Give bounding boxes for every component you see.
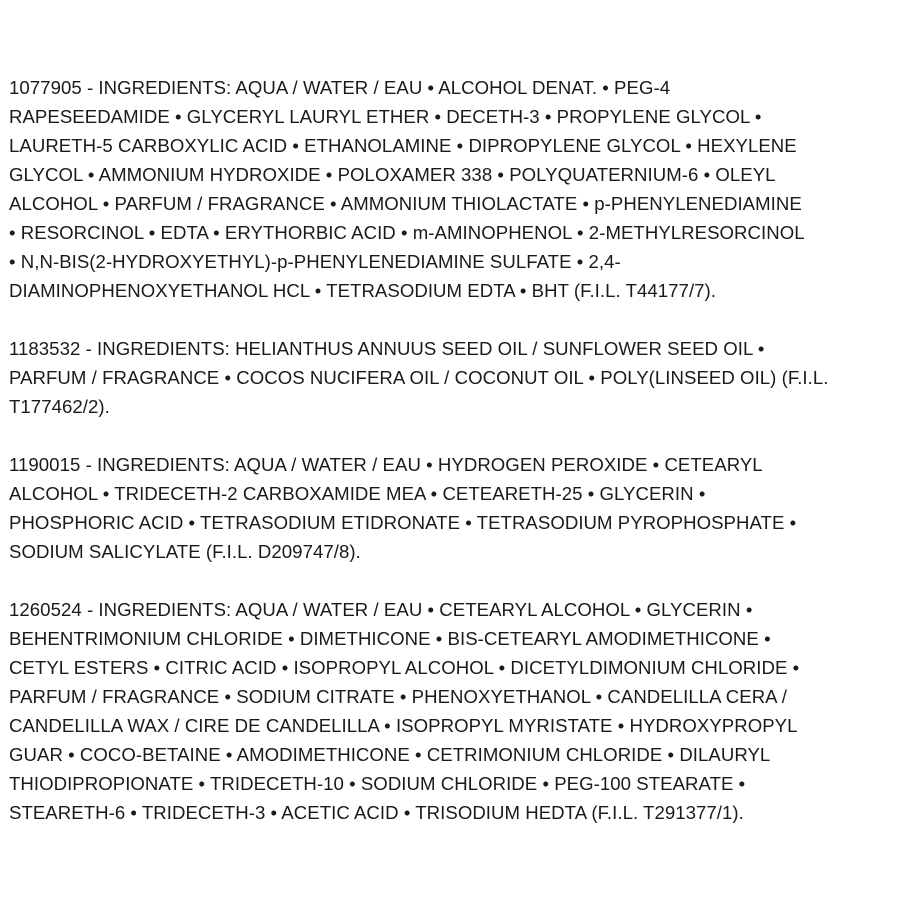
- ingredient-line: 1077905 - INGREDIENTS: AQUA / WATER / EAU • ALCOHOL DENAT. • PEG-4: [9, 77, 671, 98]
- ingredient-line: DIAMINOPHENOXYETHANOL HCL • TETRASODIUM EDTA • BHT (F.I.L. T44177/7).: [9, 280, 717, 301]
- ingredient-line: • N,N-BIS(2-HYDROXYETHYL)-p-PHENYLENEDIAMINE SULFATE • 2,4-: [9, 251, 621, 272]
- ingredient-line: CANDELILLA WAX / CIRE DE CANDELILLA • ISOPROPYL MYRISTATE • HYDROXYPROPYL: [9, 715, 798, 736]
- ingredient-line: PHOSPHORIC ACID • TETRASODIUM ETIDRONATE • TETRASODIUM PYROPHOSPHATE •: [9, 512, 797, 533]
- ingredient-block-1260524: [9, 595, 894, 827]
- ingredient-line: ALCOHOL • TRIDECETH-2 CARBOXAMIDE MEA • CETEARETH-25 • GLYCERIN •: [9, 483, 706, 504]
- ingredient-line: ALCOHOL • PARFUM / FRAGRANCE • AMMONIUM THIOLACTATE • p-PHENYLENEDIAMINE: [9, 193, 802, 214]
- ingredient-line: PARFUM / FRAGRANCE • COCOS NUCIFERA OIL / COCONUT OIL • POLY(LINSEED OIL) (F.I.L.: [9, 367, 829, 388]
- ingredient-line: BEHENTRIMONIUM CHLORIDE • DIMETHICONE • BIS-CETEARYL AMODIMETHICONE •: [9, 628, 771, 649]
- ingredient-line: 1183532 - INGREDIENTS: HELIANTHUS ANNUUS SEED OIL / SUNFLOWER SEED OIL •: [9, 338, 765, 359]
- ingredient-line: T177462/2).: [9, 396, 110, 417]
- ingredient-line: THIODIPROPIONATE • TRIDECETH-10 • SODIUM CHLORIDE • PEG-100 STEARATE •: [9, 773, 746, 794]
- ingredient-block-1190015: [9, 450, 894, 566]
- ingredient-line: • RESORCINOL • EDTA • ERYTHORBIC ACID • m-AMINOPHENOL • 2-METHYLRESORCINOL: [9, 222, 805, 243]
- ingredient-line: CETYL ESTERS • CITRIC ACID • ISOPROPYL ALCOHOL • DICETYLDIMONIUM CHLORIDE •: [9, 657, 800, 678]
- ingredients-document: [9, 73, 894, 856]
- ingredient-line: GLYCOL • AMMONIUM HYDROXIDE • POLOXAMER 338 • POLYQUATERNIUM-6 • OLEYL: [9, 164, 776, 185]
- ingredient-line: SODIUM SALICYLATE (F.I.L. D209747/8).: [9, 541, 361, 562]
- ingredient-line: 1190015 - INGREDIENTS: AQUA / WATER / EAU • HYDROGEN PEROXIDE • CETEARYL: [9, 454, 763, 475]
- ingredient-line: RAPESEEDAMIDE • GLYCERYL LAURYL ETHER • DECETH-3 • PROPYLENE GLYCOL •: [9, 106, 762, 127]
- ingredient-line: GUAR • COCO-BETAINE • AMODIMETHICONE • CETRIMONIUM CHLORIDE • DILAURYL: [9, 744, 771, 765]
- ingredient-line: STEARETH-6 • TRIDECETH-3 • ACETIC ACID • TRISODIUM HEDTA (F.I.L. T291377/1).: [9, 802, 744, 823]
- ingredient-block-1077905: [9, 73, 894, 305]
- ingredient-line: LAURETH-5 CARBOXYLIC ACID • ETHANOLAMINE • DIPROPYLENE GLYCOL • HEXYLENE: [9, 135, 797, 156]
- ingredient-block-1183532: [9, 334, 894, 421]
- ingredient-line: PARFUM / FRAGRANCE • SODIUM CITRATE • PHENOXYETHANOL • CANDELILLA CERA /: [9, 686, 788, 707]
- ingredient-line: 1260524 - INGREDIENTS: AQUA / WATER / EAU • CETEARYL ALCOHOL • GLYCERIN •: [9, 599, 753, 620]
